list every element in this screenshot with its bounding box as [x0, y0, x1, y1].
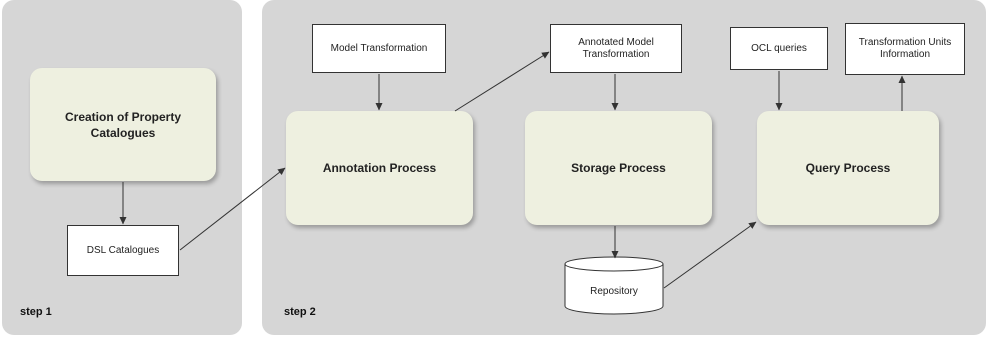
- storage-process-label: Storage Process: [571, 161, 666, 175]
- query-process-label: Query Process: [805, 161, 891, 175]
- step2-label: step 2: [284, 306, 316, 318]
- creation-process-label: Creation of Property Catalogues: [64, 109, 181, 140]
- model-transformation-label: Model Transformation: [330, 42, 428, 54]
- arrow-annotation-to-annotated-model: [455, 52, 549, 111]
- repository-label: Repository: [590, 286, 638, 297]
- annotation-process-label: Annotation Process: [322, 161, 437, 175]
- annotated-model-transformation-label: Annotated Model Transformation: [578, 36, 654, 60]
- ocl-queries-label: OCL queries: [751, 42, 807, 54]
- arrow-repository-to-query: [664, 222, 756, 288]
- arrow-dsl-to-annotation: [180, 168, 285, 250]
- transformation-units-information-label: Transformation Units Information: [858, 37, 952, 60]
- step1-label: step 1: [20, 306, 52, 318]
- dsl-catalogues-label: DSL Catalogues: [86, 244, 160, 256]
